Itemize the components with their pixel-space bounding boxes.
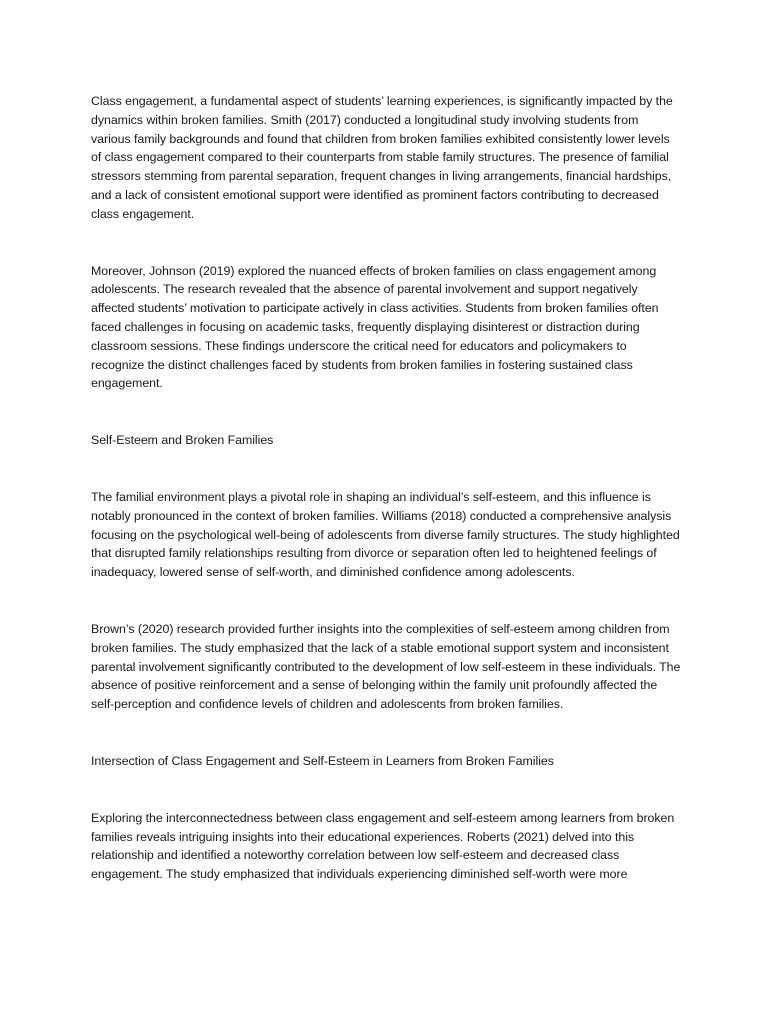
section-heading-intersection: Intersection of Class Engagement and Self-Esteem in Learners from Broken Families <box>91 753 554 768</box>
paragraph-brown-study: Brown’s (2020) research provided further insights into the complexities of self-esteem among children from broken families. The study emphasized that the lack of a stable emotional support system and inconsistent parental involvement significantly contributed to the development of low self-esteem in these individuals. The absence of positive reinforcement and a sense of belonging within the family unit profoundly affected the self-perception and confidence levels of children and adolescents from broken families. <box>91 621 681 712</box>
section-heading-self-esteem: Self-Esteem and Broken Families <box>91 433 274 448</box>
paragraph-williams-study: The familial environment plays a pivotal role in shaping an individual’s self-esteem, and this influence is notably pronounced in the context of broken families. Williams (2018) conducted a comprehensive analysis focusing on the psychological well-being of adolescents from diverse family structures. The study highlighted that disrupted family relationships resulting from divorce or separation often led to heightened feelings of inadequacy, lowered sense of self-worth, and diminished confidence among adolescents. <box>91 489 680 580</box>
paragraph-class-engagement-intro: Class engagement, a fundamental aspect of students’ learning experiences, is significantly impacted by the dynamics within broken families. Smith (2017) conducted a longitudinal study involving students from various family backgrounds and found that children from broken families exhibited consistently lower levels of class engagement compared to their counterparts from stable family structures. The presence of familial stressors stemming from parental separation, frequent changes in living arrangements, financial hardships, and a lack of consistent emotional support were identified as prominent factors contributing to decreased class engagement. <box>91 94 673 221</box>
paragraph-roberts-study: Exploring the interconnectedness between class engagement and self-esteem among learners from broken families reveals intriguing insights into their educational experiences. Roberts (2021) delved into this relationship and identified a noteworthy correlation between low self-esteem and decreased class engagement. The study emphasized that individuals experiencing diminished self-worth were more <box>91 810 675 882</box>
document-body <box>91 92 681 884</box>
paragraph-johnson-study: Moreover, Johnson (2019) explored the nuanced effects of broken families on class engagement among adolescents. The research revealed that the absence of parental involvement and support negatively affected students’ motivation to participate actively in class activities. Students from broken families often faced challenges in focusing on academic tasks, frequently displaying disinterest or distraction during classroom sessions. These findings underscore the critical need for educators and policymakers to recognize the distinct challenges faced by students from broken families in fostering sustained class engagement. <box>91 263 659 391</box>
